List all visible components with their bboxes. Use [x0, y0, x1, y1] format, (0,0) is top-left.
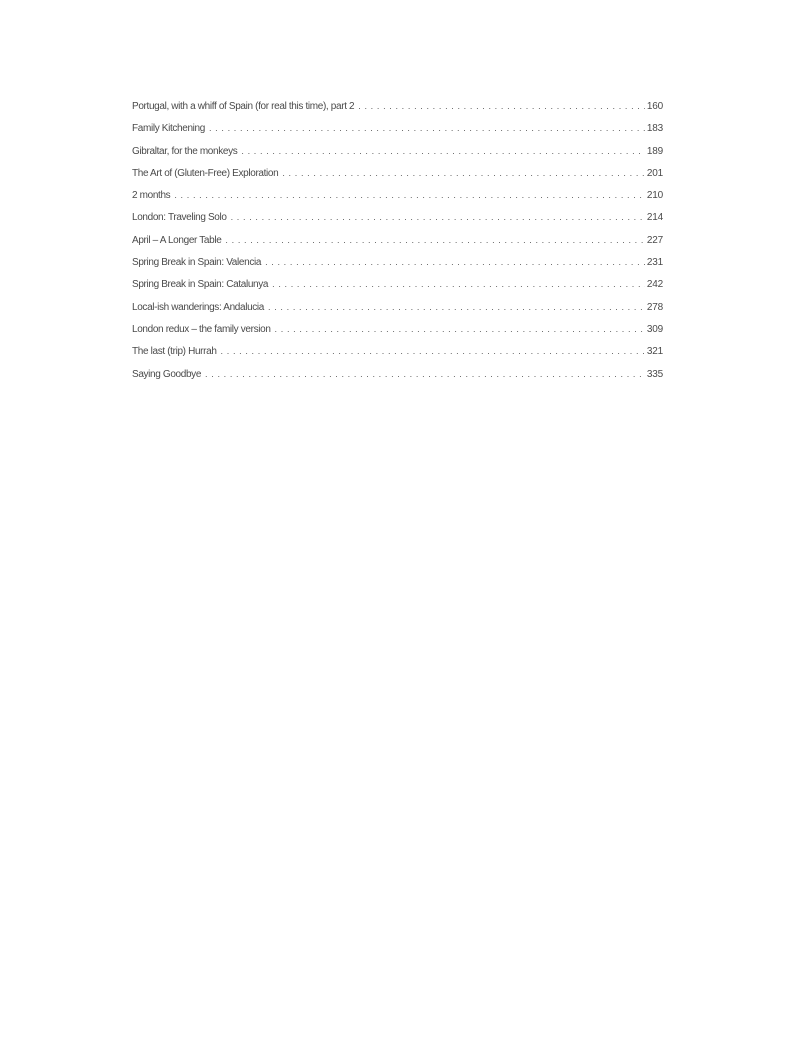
toc-entry [132, 146, 663, 168]
table-of-contents [132, 101, 663, 391]
toc-entry-page-number: 309 [646, 323, 663, 335]
toc-entry-page-number: 227 [646, 234, 663, 246]
toc-entry-title: 2 months [132, 190, 171, 202]
dot-leader [241, 146, 645, 156]
toc-entry [132, 235, 663, 257]
toc-entry [132, 302, 663, 324]
toc-entry-page-number: 210 [646, 190, 663, 202]
toc-entry [132, 212, 663, 234]
toc-entry [132, 101, 663, 123]
dot-leader [275, 324, 645, 334]
toc-entry-page-number: 335 [646, 368, 663, 380]
toc-entry-page-number: 231 [646, 257, 663, 269]
toc-entry [132, 346, 663, 368]
toc-entry-title: Spring Break in Spain: Catalunya [132, 279, 269, 291]
dot-leader [205, 369, 645, 379]
toc-entry [132, 190, 663, 212]
dot-leader [265, 257, 645, 267]
toc-entry-title: London: Traveling Solo [132, 212, 227, 224]
toc-entry-page-number: 189 [646, 145, 663, 157]
dot-leader [231, 212, 645, 222]
dot-leader [221, 346, 645, 356]
toc-entry [132, 369, 663, 391]
dot-leader [268, 302, 645, 312]
toc-entry [132, 123, 663, 145]
toc-entry-page-number: 278 [646, 301, 663, 313]
dot-leader [174, 190, 645, 200]
toc-entry-page-number: 201 [646, 167, 663, 179]
dot-leader [272, 279, 645, 289]
dot-leader [282, 168, 645, 178]
toc-entry-title: Family Kitchening [132, 123, 205, 135]
toc-entry [132, 168, 663, 190]
toc-entry-page-number: 214 [646, 212, 663, 224]
toc-entry-title: The last (trip) Hurrah [132, 346, 217, 358]
toc-entry-title: London redux – the family version [132, 323, 271, 335]
toc-entry-page-number: 321 [646, 346, 663, 358]
toc-entry-title: Saying Goodbye [132, 368, 202, 380]
toc-entry [132, 257, 663, 279]
dot-leader [358, 101, 645, 111]
toc-entry-title: The Art of (Gluten-Free) Exploration [132, 167, 279, 179]
toc-entry-page-number: 160 [646, 101, 663, 112]
toc-entry-title: April – A Longer Table [132, 234, 222, 246]
toc-entry [132, 279, 663, 301]
toc-entry [132, 324, 663, 346]
dot-leader [209, 123, 645, 133]
toc-entry-title: Local-ish wanderings: Andalucia [132, 301, 265, 313]
toc-entry-title: Spring Break in Spain: Valencia [132, 257, 262, 269]
dot-leader [225, 235, 644, 245]
toc-entry-page-number: 183 [646, 123, 663, 135]
toc-entry-title: Portugal, with a whiff of Spain (for real this time), part 2 [132, 101, 355, 112]
toc-entry-page-number: 242 [646, 279, 663, 291]
toc-entry-title: Gibraltar, for the monkeys [132, 145, 238, 157]
